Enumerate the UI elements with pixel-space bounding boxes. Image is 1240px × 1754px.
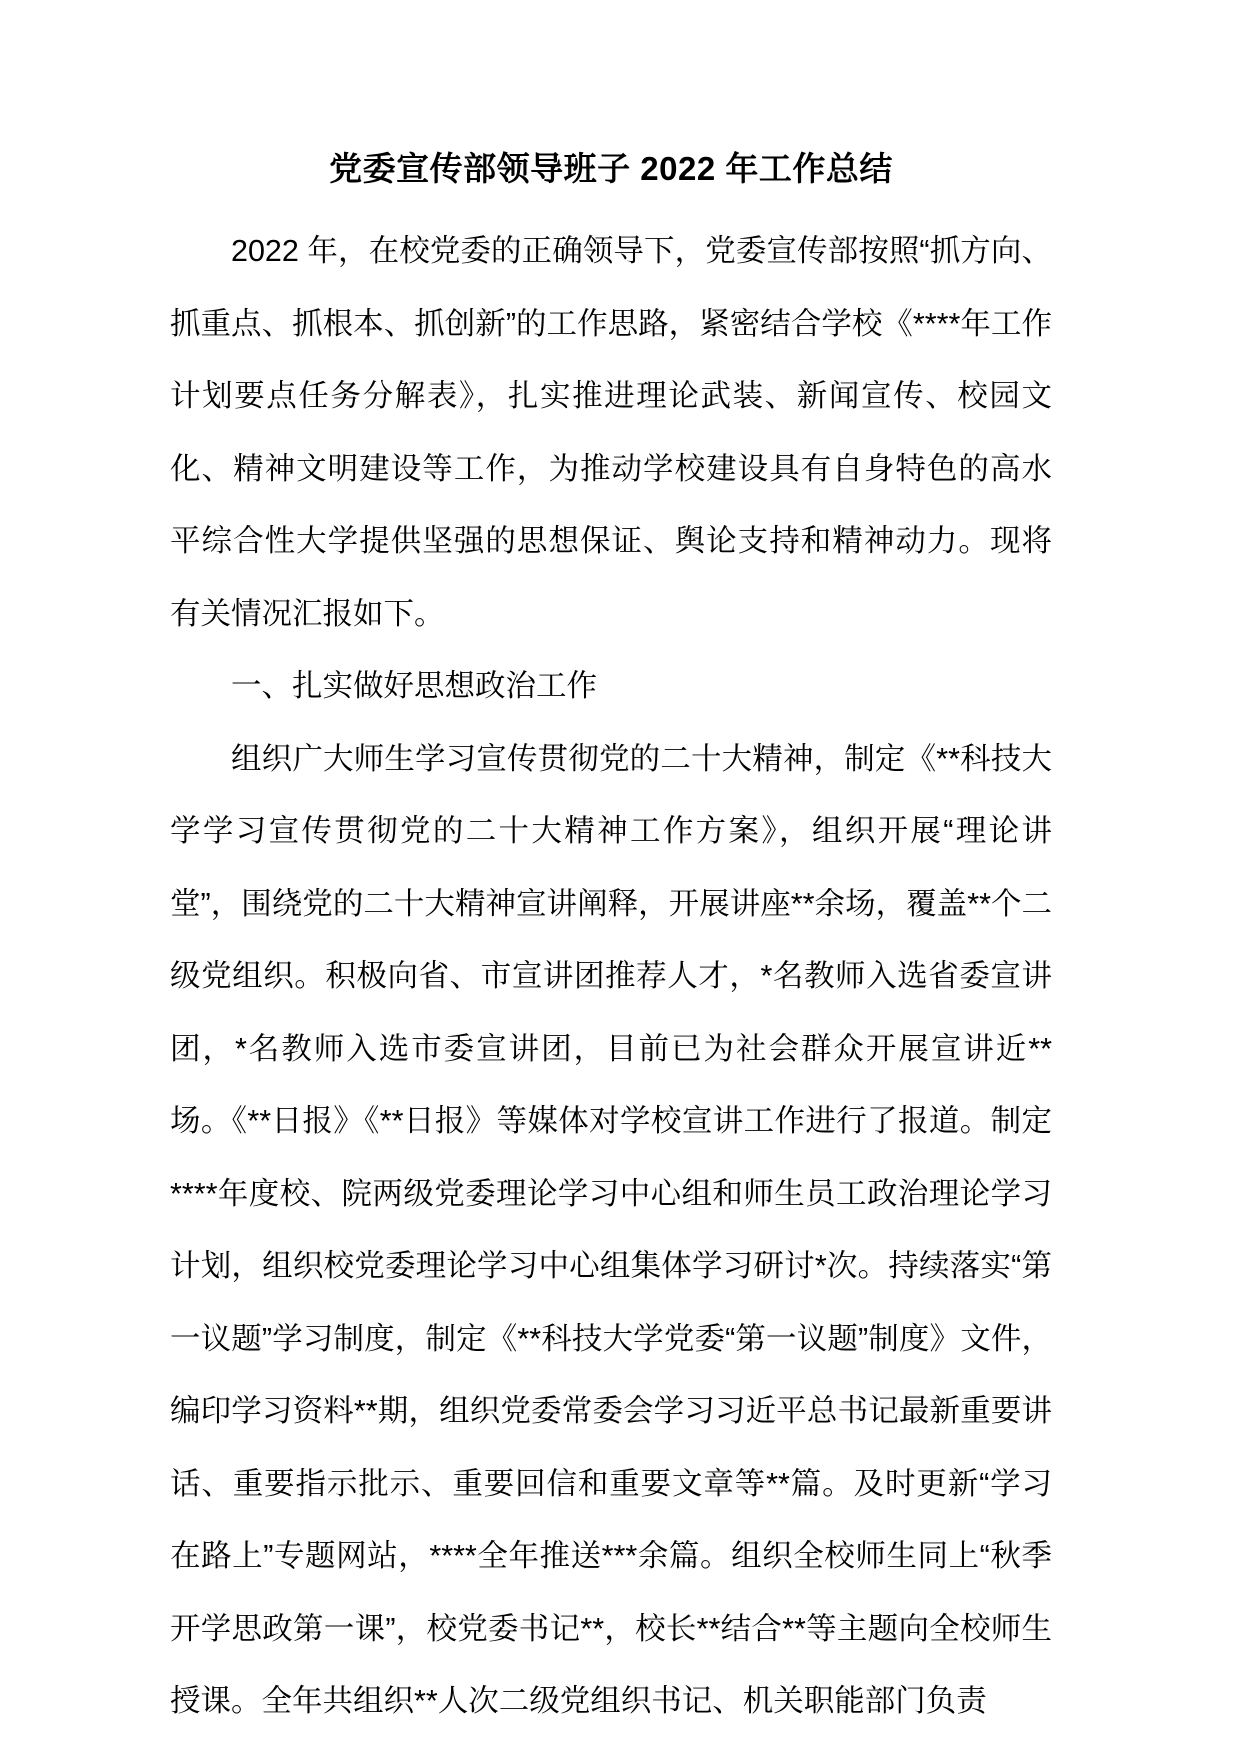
section-heading-1: 一、扎实做好思想政治工作 [231, 669, 597, 704]
document-title: 党委宣传部领导班子 2022 年工作总结 [329, 150, 893, 187]
paragraph-intro: 2022 年，在校党委的正确领导下，党委宣传部按照“抓方向、抓重点、抓根本、抓创新”的工作思路，紧密结合学校《****年工作计划要点任务分解表》，扎实推进理论武装、新闻宣传、校园文化、精神文明建设等工作，为推动学校建设具有自身特色的高水平综合性大学提供坚强的思想保证、舆论支持和精神动力。现将有关情况汇报如下。 [170, 234, 1052, 631]
document-body [170, 0, 1052, 1738]
paragraph-section-1-body: 组织广大师生学习宣传贯彻党的二十大精神，制定《**科技大学学习宣传贯彻党的二十大精神工作方案》，组织开展“理论讲堂”，围绕党的二十大精神宣讲阐释，开展讲座**余场，覆盖**个二级党组织。积极向省、市宣讲团推荐人才，*名教师入选省委宣讲团，*名教师入选市委宣讲团，目前已为社会群众开展宣讲近**场。《**日报》《**日报》等媒体对学校宣讲工作进行了报道。制定****年度校、院两级党委理论学习中心组和师生员工政治理论学习计划，组织校党委理论学习中心组集体学习研讨*次。持续落实“第一议题”学习制度，制定《**科技大学党委“第一议题”制度》文件，编印学习资料**期，组织党委常委会学习习近平总书记最新重要讲话、重要指示批示、重要回信和重要文章等**篇。及时更新“学习在路上”专题网站，****全年推送***余篇。组织全校师生同上“秋季开学思政第一课”，校党委书记**，校长**结合**等主题向全校师生授课。全年共组织**人次二级党组织书记、机关职能部门负责 [170, 741, 1052, 1719]
